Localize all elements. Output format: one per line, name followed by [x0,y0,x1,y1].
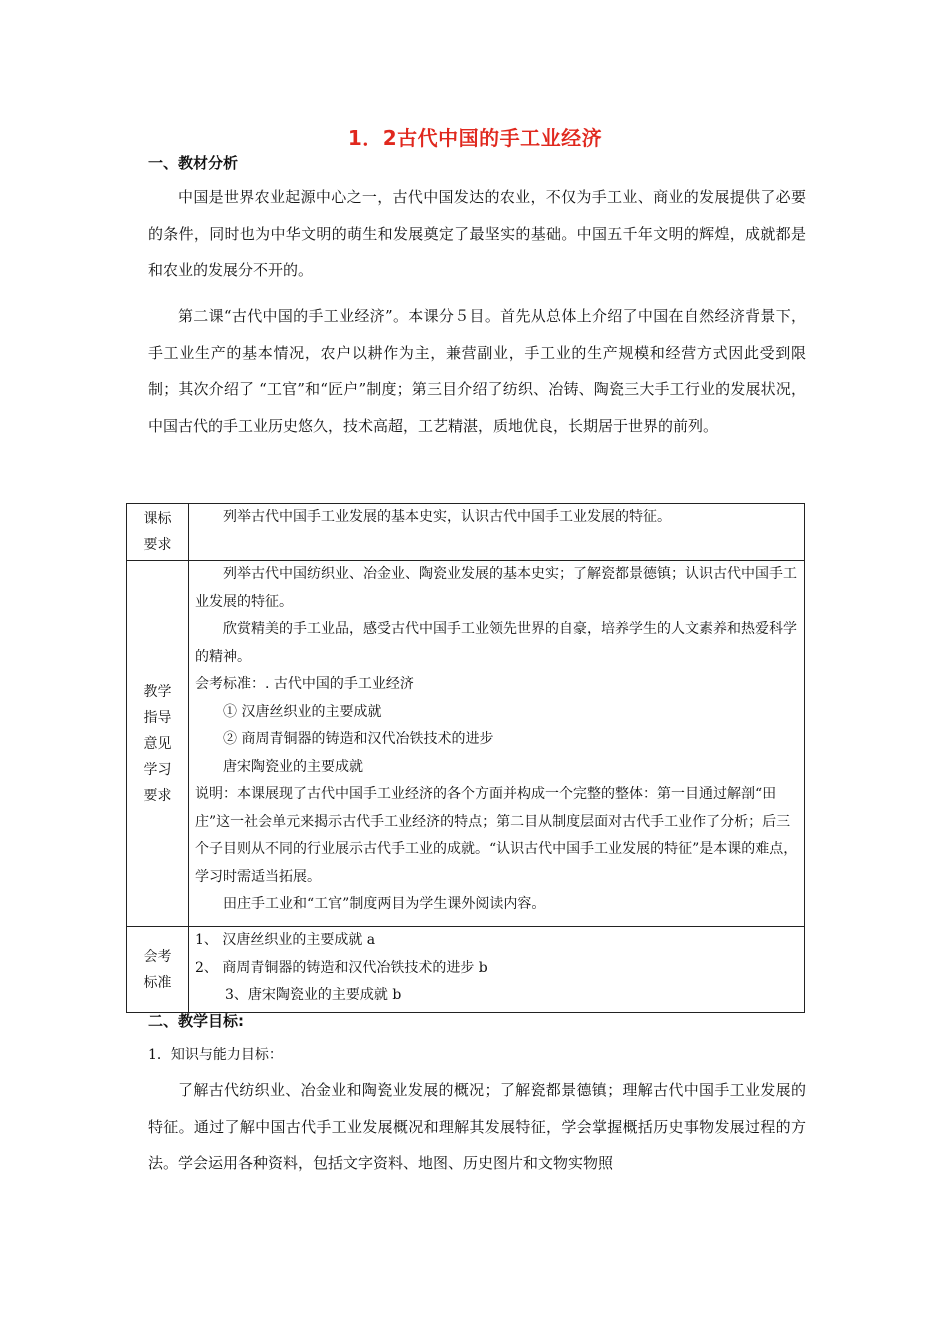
table-row-teaching-guidance [127,561,805,927]
guidance-paragraph: 欣赏精美的手工业品，感受古代中国手工业领先世界的自豪，培养学生的人文素养和热爱科学的精神。 [195,621,797,665]
table-row-exam-standard [127,927,805,1013]
goals-paragraph: 了解古代纺织业、冶金业和陶瓷业发展的概况；了解瓷都景德镇；理解古代中国手工业发展的特征。通过了解中国古代手工业发展概况和理解其发展特征，学会掌握概括历史事物发展过程的方法。学会运用各种资料，包括文字资料、地图、历史图片和文物实物照 [148,1081,806,1172]
row-label-curriculum [127,504,189,561]
exam-standard-item: 唐宋陶瓷业的主要成就 [223,758,363,775]
exam-standard-item: 3、唐宋陶瓷业的主要成就 b [225,987,402,1003]
label-line: 学习 [143,761,172,778]
label-line: 标准 [143,974,172,991]
row-content-curriculum [189,504,805,561]
row-content-teaching-guidance [189,561,805,927]
section-heading-teaching-goals: 二、教学目标: [148,1012,244,1030]
exam-standard-item: 1、 汉唐丝织业的主要成就 a [195,932,376,948]
curriculum-requirement-text: 列举古代中国手工业发展的基本史实，认识古代中国手工业发展的特征。 [223,509,671,525]
label-line: 意见 [143,735,172,752]
exam-standard-title: 会考标准：. 古代中国的手工业经济 [195,676,414,692]
guidance-note: 说明：本课展现了古代中国手工业经济的各个方面并构成一个完整的整体：第一目通过解剖“田庄”这一社会单元来揭示古代手工业经济的特点；第二目从制度层面对古代手工业作了分析；后三个子目则从不同的行业展示古代手工业的成就。“认识古代中国手工业发展的特征”是本课的难点，学习时需适当拓展。 [195,786,798,885]
curriculum-table [126,503,805,1013]
label-line: 指导 [143,709,172,726]
exam-standard-item: ② 商周青铜器的铸造和汉代冶铁技术的进步 [223,731,494,747]
table-row-curriculum-requirement [127,504,805,561]
section-heading-textbook-analysis: 一、教材分析 [148,154,239,172]
analysis-paragraph-1: 中国是世界农业起源中心之一，古代中国发达的农业，不仅为手工业、商业的发展提供了必要的条件，同时也为中华文明的萌生和发展奠定了最坚实的基础。中国五千年文明的辉煌，成就都是和农业的发展分不开的。 [148,188,806,279]
label-line: 要求 [143,537,172,553]
label-line: 要求 [143,787,172,804]
label-line: 教学 [143,683,172,700]
analysis-paragraph-2: 第二课“古代中国的手工业经济”。本课分５目。首先从总体上介绍了中国在自然经济背景下，手工业生产的基本情况，农户以耕作为主，兼营副业，手工业的生产规模和经营方式因此受到限制；其次介绍了 “工官”和“匠户”制度；第三目介绍了纺织、冶铸、陶瓷三大手工行业的发展状况，中国古代的手工业历史悠久，技术高超，工艺精湛，质地优良，长期居于世界的前列。 [148,307,806,435]
subheading-knowledge-ability: 1．知识与能力目标： [148,1047,283,1063]
guidance-paragraph: 田庄手工业和“工官”制度两目为学生课外阅读内容。 [223,896,546,912]
label-line: 会考 [143,948,172,965]
exam-standard-item: 2、 商周青铜器的铸造和汉代冶铁技术的进步 b [195,959,488,976]
guidance-paragraph: 列举古代中国纺织业、冶金业、陶瓷业发展的基本史实；了解瓷都景德镇；认识古代中国手工业发展的特征。 [195,566,797,610]
label-line: 课标 [143,511,172,527]
exam-standard-item: ① 汉唐丝织业的主要成就 [223,703,382,720]
row-content-exam-standard [189,927,805,1013]
row-label-exam-standard [127,927,189,1013]
document-title: 1．2古代中国的手工业经济 [347,126,603,150]
row-label-teaching-guidance [127,561,189,927]
